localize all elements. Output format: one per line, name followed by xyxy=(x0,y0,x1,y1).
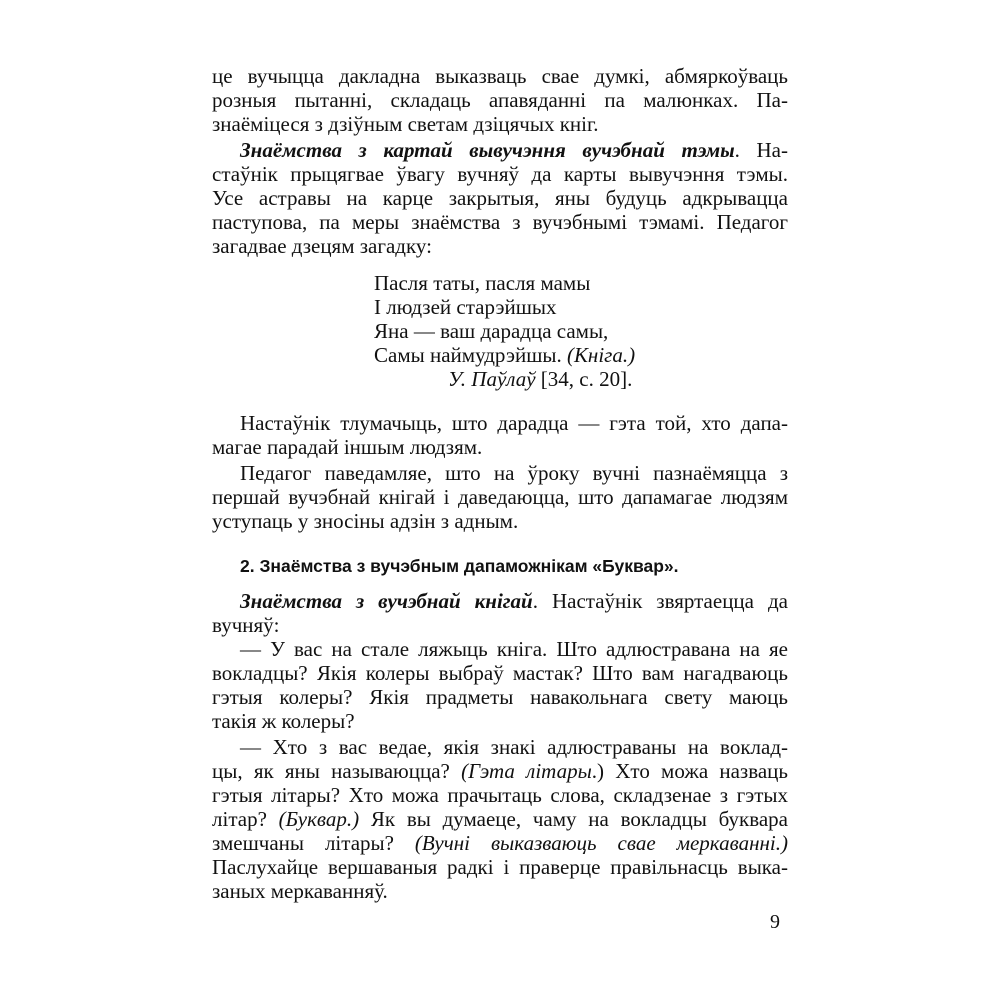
text-line: — У вас на стале ляжыць кніга. Што адлюстравана на яе xyxy=(240,637,788,661)
text-line: вучняў: xyxy=(212,613,280,637)
text-span: Як вы думаеце, чаму на вокладцы буквара xyxy=(359,807,788,831)
poem-attribution xyxy=(448,367,632,391)
text-line: знаёміцеся з дзіўным светам дзіцячых кніг. xyxy=(212,112,599,136)
text-line: Педагог паведамляе, што на ўроку вучні пазнаёмяцца з xyxy=(240,461,788,485)
text-line: заных меркаванняў. xyxy=(212,879,388,903)
text-line: Паслухайце вершаваныя радкі і праверце правільнасць выка- xyxy=(212,855,788,879)
text-line: паступова, па меры знаёмства з вучэбнымі тэмамі. Педагог xyxy=(212,210,788,234)
text-line: уступаць у зносіны адзін з адным. xyxy=(212,509,519,533)
text-line: загадвае дзецям загадку: xyxy=(212,234,432,258)
poem-reference: [34, с. 20]. xyxy=(535,367,633,391)
text-span: . Настаўнік звяртаецца да xyxy=(532,589,789,613)
answer-italic: (Буквар.) xyxy=(278,807,360,831)
text-line: Усе астравы на карце закрытыя, яны будуць адкрывацца xyxy=(212,186,788,210)
page-number: 9 xyxy=(770,911,780,933)
text-span: літар? xyxy=(212,807,279,831)
answer-italic: (Вучні выказваюць свае меркаванні.) xyxy=(414,831,788,855)
text-span: . На- xyxy=(734,138,788,162)
text-line: гэтыя літары? Хто можа прачытаць слова, складзенае з гэтых xyxy=(212,783,788,807)
poem-author: У. Паўлаў xyxy=(448,367,536,391)
text-line: Настаўнік тлумачыць, што дарадца — гэта той, хто дапа- xyxy=(240,411,788,435)
section-lead: Знаёмства з вучэбнай кнігай xyxy=(240,589,533,613)
answer-italic: (Гэта літары xyxy=(461,759,592,783)
text-line: стаўнік прыцягвае ўвагу вучняў да карты вывучэння тэмы. xyxy=(212,162,788,186)
text-span: змешчаны літары? xyxy=(212,831,415,855)
poem-line: Пасля таты, пасля мамы xyxy=(374,271,591,295)
riddle-answer: (Кніга.) xyxy=(566,343,636,367)
section-heading: 2. Знаёмства з вучэбным дапаможнікам «Буквар». xyxy=(240,556,679,576)
poem-line: І людзей старэйшых xyxy=(374,295,557,319)
text-line: вокладцы? Якія колеры выбраў мастак? Што вам нагадваюць xyxy=(212,661,788,685)
text-line: такія ж колеры? xyxy=(212,709,355,733)
text-line: першай вучэбнай кнігай і даведаюцца, што дапамагае людзям xyxy=(212,485,788,509)
text-line xyxy=(212,759,788,783)
poem-line: Яна — ваш дарадца самы, xyxy=(374,319,609,343)
text-span: цы, як яны называюцца? xyxy=(212,759,462,783)
text-span: Самы наймудрэйшы. xyxy=(374,343,567,367)
text-span: .) Хто можа назваць xyxy=(591,759,788,783)
text-line: гэтыя колеры? Якія прадметы навакольнага свету маюць xyxy=(212,685,788,709)
section-lead: Знаёмства з картай вывучэння вучэбнай тэмы xyxy=(240,138,735,162)
text-line: — Хто з вас ведае, якія знакі адлюстраваны на воклад- xyxy=(240,735,788,759)
text-line xyxy=(212,831,788,855)
text-line: магае парадай іншым людзям. xyxy=(212,435,483,459)
poem-line xyxy=(374,343,635,367)
text-line: це вучыцца дакладна выказваць свае думкі, абмяркоўваць xyxy=(212,64,788,88)
text-line xyxy=(212,807,788,831)
text-line: розныя пытанні, складаць апавяданні па малюнках. Па- xyxy=(212,88,788,112)
text-line xyxy=(240,138,788,162)
text-line xyxy=(240,589,788,613)
